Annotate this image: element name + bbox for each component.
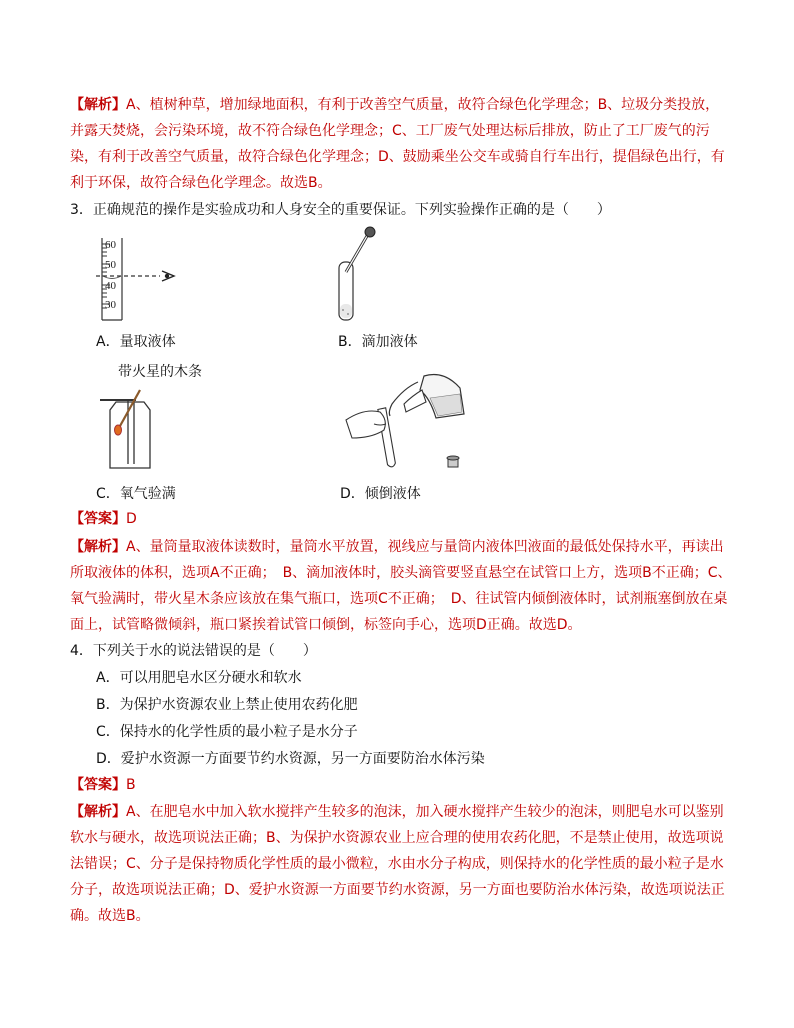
figure-c-caption: C．氧气验满: [96, 486, 176, 502]
answer-tag: 【答案】: [70, 511, 126, 527]
option-c: C．保持水的化学性质的最小粒子是水分子: [96, 724, 358, 740]
figure-d-pouring: [344, 368, 472, 478]
tick-label-50: 50: [105, 259, 116, 271]
analysis-q2: [70, 92, 732, 196]
answer-q3: [70, 508, 137, 530]
option-b: B．为保护水资源农业上禁止使用农药化肥: [96, 697, 358, 713]
analysis-tag: 【解析】: [70, 539, 126, 555]
answer-tag: 【答案】: [70, 777, 126, 793]
figure-d-caption: D．倾倒液体: [340, 486, 421, 502]
tick-label-60: 60: [105, 239, 116, 251]
figure-a-graduated-cylinder: [96, 232, 196, 324]
analysis-text: A、量筒量取液体读数时，量筒水平放置，视线应与量筒内液体凹液面的最低处保持水平，再读出所取液体的体积，选项A不正确； B、滴加液体时，胶头滴管要竖直悬空在试管口上方，选项B不正确；C、氧气验满时，带火星木条应该放在集气瓶口，选项C不正确； D、往试管内倾倒液体时，试剂瓶塞倒放在桌面上，试管略微倾斜，瓶口紧挨着试管口倾倒，标签向手心，选项D正确。故选D。: [70, 539, 732, 633]
figure-b-caption: B．滴加液体: [338, 334, 418, 350]
eye-icon: [162, 271, 174, 281]
option-a: A．可以用肥皂水区分硬水和软水: [96, 670, 302, 686]
analysis-q4: [70, 799, 732, 929]
answer-value: B: [126, 777, 136, 793]
option-d: D．爱护水资源一方面要节约水资源，另一方面要防治水体污染: [96, 751, 485, 767]
figure-a-caption: A．量取液体: [96, 334, 176, 350]
answer-q4: [70, 774, 136, 796]
analysis-text: A、植树种草，增加绿地面积，有利于改善空气质量，故符合绿色化学理念；B、垃圾分类投放，并露天焚烧，会污染环境，故不符合绿色化学理念；C、工厂废气处理达标后排放，防止了工厂废气的污染，有利于改善空气质量，故符合绿色化学理念；D、鼓励乘坐公交车或骑自行车出行，提倡绿色出行，有利于环保，故符合绿色化学理念。故选B。: [70, 97, 725, 191]
tick-label-30: 30: [105, 299, 116, 311]
figure-c-label: 带火星的木条: [118, 364, 202, 380]
analysis-tag: 【解析】: [70, 804, 126, 820]
tick-label-40: 40: [105, 280, 116, 292]
figure-c-gas-jar: [96, 388, 156, 472]
figure-b-dropper: [330, 226, 380, 328]
question-4-stem: 4．下列关于水的说法错误的是（ ）: [70, 643, 317, 659]
answer-value: D: [126, 511, 137, 527]
question-3-stem: 3．正确规范的操作是实验成功和人身安全的重要保证。下列实验操作正确的是（ ）: [70, 202, 611, 218]
analysis-text: A、在肥皂水中加入软水搅拌产生较多的泡沫，加入硬水搅拌产生较少的泡沫，则肥皂水可以鉴别软水与硬水，故选项说法正确；B、为保护水资源农业上应合理的使用农药化肥，不是禁止使用，故选项说法错误；C、分子是保持物质化学性质的最小微粒，水由水分子构成，则保持水的化学性质的最小粒子是水分子，故选项说法正确；D、爱护水资源一方面要节约水资源，另一方面也要防治水体污染，故选项说法正确。故选B。: [70, 804, 725, 924]
analysis-tag: 【解析】: [70, 97, 126, 113]
analysis-q3: [70, 534, 732, 638]
